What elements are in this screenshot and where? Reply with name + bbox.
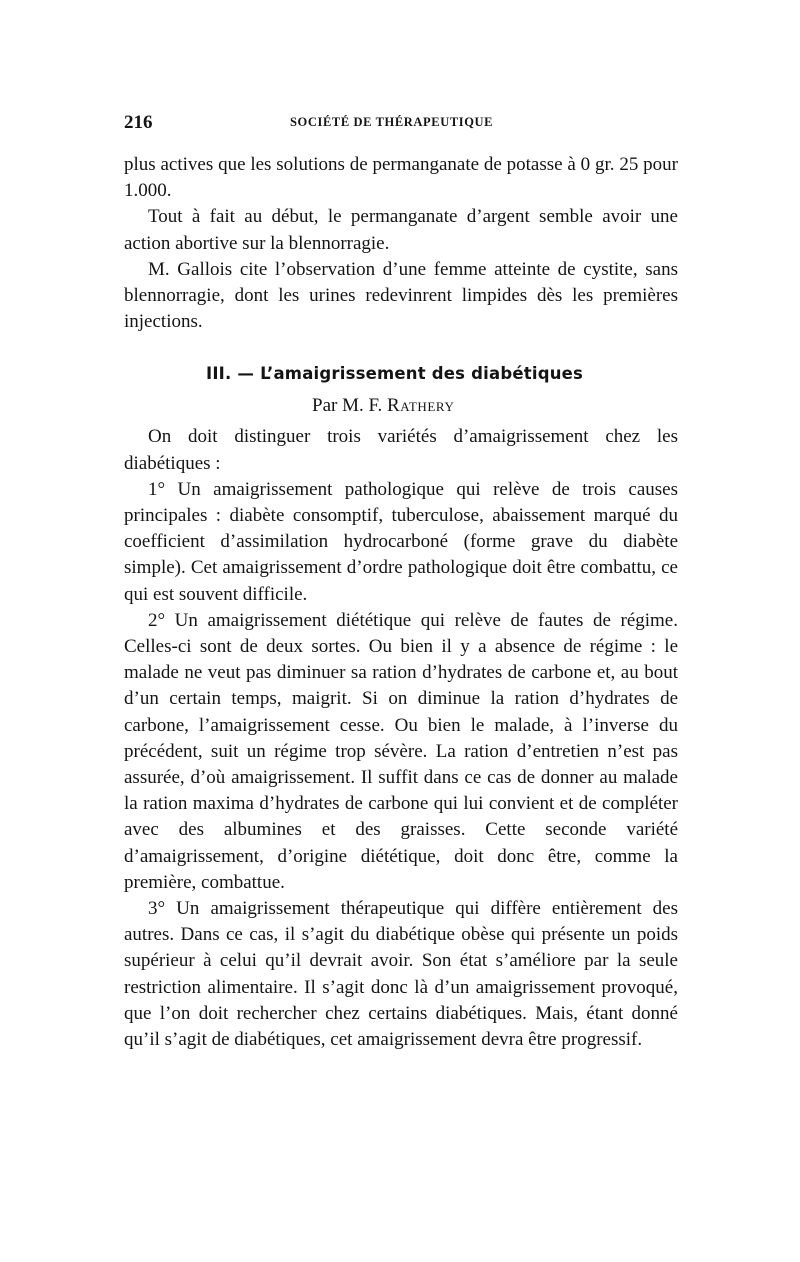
paragraph: 1° Un amaigrissement pathologique qui relève de trois causes principales : diabète consomptif, tuberculose, abaissement marqué du coefficient d’assimilation hydrocarboné (forme grave du diabète simple). Cet amaigrissement d’ordre pathologique doit être combattu, ce qui est souvent difficile. bbox=[124, 478, 678, 605]
body-text bbox=[124, 152, 678, 1053]
paragraph: 2° Un amaigrissement diététique qui relève de fautes de régime. Celles-ci sont de deux sortes. Ou bien il y a absence de régime : le malade ne veut pas diminuer sa ration d’hydrates de carbone et, au bout d’un certain temps, maigrit. Si on diminue la ration d’hydrates de carbone, l’amaigrissement cesse. Ou bien le malade, à l’inverse du précédent, suit un régime trop sévère. La ration d’entretien n’est pas assurée, d’où amaigrissement. Il suffit dans ce cas de donner au malade la ration maxima d’hydrates de carbone qui lui convient et de compléter avec des albumines et des graisses. Cette seconde variété d’amaigrissement, d’origine diététique, doit donc être, comme la première, combattue. bbox=[124, 609, 678, 893]
book-page bbox=[124, 112, 678, 1053]
running-title: SOCIÉTÉ DE THÉRAPEUTIQUE bbox=[290, 115, 494, 129]
paragraph: Tout à fait au début, le permanganate d’argent semble avoir une action abortive sur la blennorragie. bbox=[124, 206, 678, 254]
author-name: Rathery bbox=[387, 395, 455, 417]
page-number: 216 bbox=[124, 112, 153, 133]
byline-prefix: Par M. F. bbox=[312, 395, 388, 417]
paragraph-continuation: plus actives que les solutions de permanganate de potasse à 0 gr. 25 pour 1.000. bbox=[124, 154, 678, 202]
section-title: III. — L’amaigrissement des diabétiques bbox=[206, 364, 584, 384]
paragraph: 3° Un amaigrissement thérapeutique qui diffère entièrement des autres. Dans ce cas, il s’agit du diabétique obèse qui présente un poids supérieur à celui qu’il devrait avoir. Son état s’améliore par la seule restriction alimentaire. Il s’agit donc là d’un amaigrissement provoqué, que l’on doit rechercher chez certains diabétiques. Mais, étant donné qu’il s’agit de diabétiques, cet amaigrissement devra être progressif. bbox=[124, 898, 678, 1051]
paragraph: On doit distinguer trois variétés d’amaigrissement chez les diabétiques : bbox=[124, 426, 678, 474]
running-header bbox=[124, 112, 678, 136]
author-byline bbox=[124, 393, 678, 419]
paragraph: M. Gallois cite l’observation d’une femme atteinte de cystite, sans blennorragie, dont les urines redevinrent limpides dès les premières injections. bbox=[124, 258, 678, 333]
